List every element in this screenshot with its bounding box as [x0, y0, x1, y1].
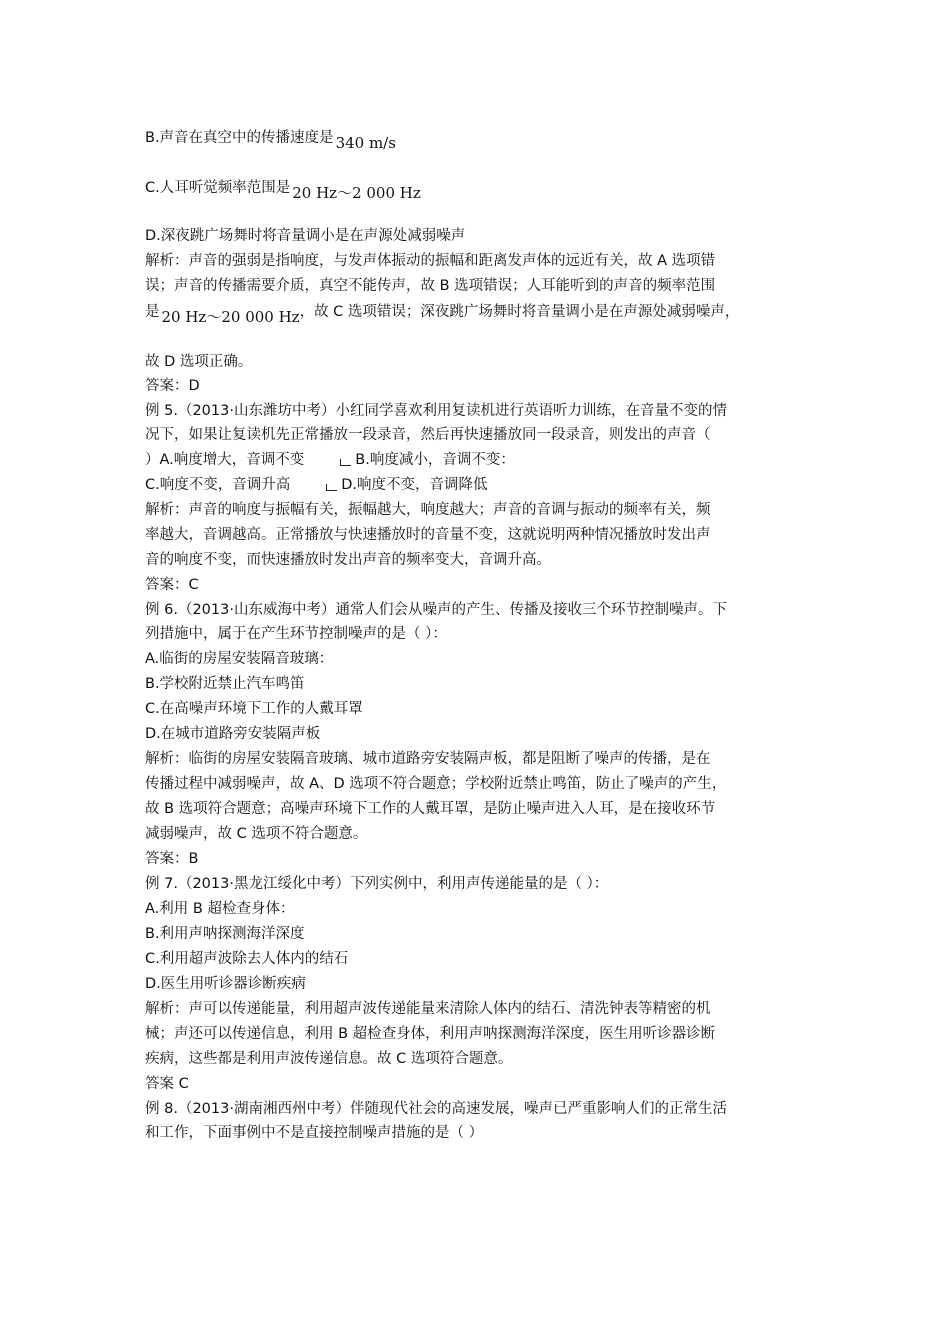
- line-text: 是: [145, 304, 160, 320]
- line-text: 解析：声音的强弱是指响度，与发声体振动的振幅和距离发声体的远近有关，故 A 选项错: [145, 253, 716, 269]
- line-text-after: B.响度减小，音调不变：: [355, 452, 515, 468]
- text-line: [145, 923, 305, 945]
- line-text: 况下，如果让复读机先正常播放一段录音，然后再快速播放同一段录音，则发出的声音（: [145, 427, 711, 443]
- line-text: 答案：C: [145, 577, 199, 593]
- text-line: [145, 524, 711, 546]
- tab-marker-icon: [340, 459, 351, 466]
- line-text: 和工作，下面事例中不是直接控制噪声措施的是（ ）: [145, 1125, 484, 1141]
- line-text: 解析：声音的响度与振幅有关，振幅越大，响度越大；声音的音调与振动的频率有关，频: [145, 502, 711, 518]
- line-text: ）A.响度增大，音调不变: [145, 452, 305, 468]
- text-line: [145, 474, 488, 496]
- line-text: 解析：声可以传递能量，利用超声波传递能量来清除人体内的结石、清洗钟表等精密的机: [145, 1001, 711, 1017]
- line-text-after: ，故 C 选项错误；深夜跳广场舞时将音量调小是在声源处减弱噪声，: [299, 304, 740, 320]
- text-line: [145, 1048, 512, 1070]
- text-line: [145, 1023, 715, 1045]
- tab-marker-icon: [326, 484, 337, 491]
- text-line: [145, 424, 711, 446]
- text-line: [145, 250, 715, 272]
- line-text-after: D.响度不变，音调降低: [341, 477, 488, 493]
- text-line: [145, 623, 447, 645]
- line-text: 疾病，这些都是利用声波传递信息。故 C 选项符合题意。: [145, 1051, 513, 1067]
- text-line: [145, 1122, 483, 1144]
- line-text: D.深夜跳广场舞时将音量调小是在声源处减弱噪声: [145, 228, 466, 244]
- text-line: [145, 748, 711, 770]
- line-text: C.响度不变，音调升高: [145, 477, 291, 493]
- text-line: [145, 873, 608, 895]
- text-line: [145, 225, 465, 247]
- text-line: [145, 998, 711, 1020]
- text-line: [145, 574, 199, 596]
- formula: 20 Hz～2 000 Hz: [292, 184, 421, 202]
- text-line: [145, 1073, 189, 1095]
- line-text: A.临街的房屋安装隔音玻璃：: [145, 651, 334, 667]
- line-text: A.利用 B 超检查身体：: [145, 901, 295, 917]
- text-line: [145, 549, 551, 571]
- formula: 20 Hz～20 000 Hz: [161, 308, 300, 326]
- text-line: [145, 798, 715, 820]
- line-text: C.人耳听觉频率范围是: [145, 180, 291, 196]
- line-text: 答案：D: [145, 378, 200, 394]
- line-text: 故 D 选项正确。: [145, 354, 253, 370]
- line-text: D.在城市道路旁安装隔声板: [145, 726, 321, 742]
- line-text: 答案：B: [145, 851, 199, 867]
- text-line: [145, 300, 740, 326]
- text-line: [145, 375, 200, 397]
- formula: 340 m/s: [335, 134, 396, 152]
- line-text: 例 5.（2013·山东潍坊中考）小红同学喜欢利用复读机进行英语听力训练，在音量不变的情: [145, 403, 727, 419]
- text-line: [145, 275, 715, 297]
- line-text: 列措施中，属于在产生环节控制噪声的是（ ）：: [145, 626, 447, 642]
- text-line: [145, 698, 363, 720]
- line-text: 音的响度不变，而快速播放时发出声音的频率变大，音调升高。: [145, 552, 551, 568]
- line-text: D.医生用听诊器诊断疾病: [145, 976, 306, 992]
- line-text: C.利用超声波除去人体内的结石: [145, 951, 349, 967]
- text-line: [145, 176, 421, 202]
- line-text: 例 6.（2013·山东威海中考）通常人们会从噪声的产生、传播及接收三个环节控制噪声。下: [145, 602, 727, 618]
- line-text: 例 7.（2013·黑龙江绥化中考）下列实例中，利用声传递能量的是（ ）：: [145, 876, 609, 892]
- text-line: [145, 823, 367, 845]
- line-text: 例 8.（2013·湖南湘西州中考）伴随现代社会的高速发展，噪声已严重影响人们的正常生活: [145, 1101, 727, 1117]
- text-line: [145, 648, 333, 670]
- text-line: [145, 673, 305, 695]
- text-line: [145, 499, 711, 521]
- text-line: [145, 449, 515, 471]
- line-text: 误；声音的传播需要介质，真空不能传声，故 B 选项错误；人耳能听到的声音的频率范围: [145, 278, 716, 294]
- line-text: 率越大，音调越高。正常播放与快速播放时的音量不变，这就说明两种情况播放时发出声: [145, 527, 711, 543]
- line-text: 解析：临街的房屋安装隔音玻璃、城市道路旁安装隔声板，都是阻断了噪声的传播，是在: [145, 751, 711, 767]
- text-line: [145, 848, 198, 870]
- text-line: [145, 948, 348, 970]
- line-text: B.声音在真空中的传播速度是: [145, 130, 334, 146]
- line-text: B.利用声呐探测海洋深度: [145, 926, 305, 942]
- text-line: [145, 126, 396, 152]
- text-line: [145, 898, 294, 920]
- line-text: 故 B 选项符合题意；高噪声环境下工作的人戴耳罩，是防止噪声进入人耳，是在接收环节: [145, 801, 716, 817]
- text-line: [145, 400, 727, 422]
- text-line: [145, 973, 306, 995]
- line-text: C.在高噪声环境下工作的人戴耳罩: [145, 701, 363, 717]
- text-line: [145, 599, 727, 621]
- text-line: [145, 351, 252, 373]
- line-text: 答案 C: [145, 1076, 189, 1092]
- line-text: B.学校附近禁止汽车鸣笛: [145, 676, 305, 692]
- text-line: [145, 723, 320, 745]
- line-text: 械；声还可以传递信息，利用 B 超检查身体，利用声呐探测海洋深度，医生用听诊器诊断: [145, 1026, 716, 1042]
- text-line: [145, 1098, 727, 1120]
- line-text: 传播过程中减弱噪声，故 A、D 选项不符合题意；学校附近禁止鸣笛，防止了噪声的产生，: [145, 776, 727, 792]
- line-text: 减弱噪声，故 C 选项不符合题意。: [145, 826, 368, 842]
- text-line: [145, 773, 726, 795]
